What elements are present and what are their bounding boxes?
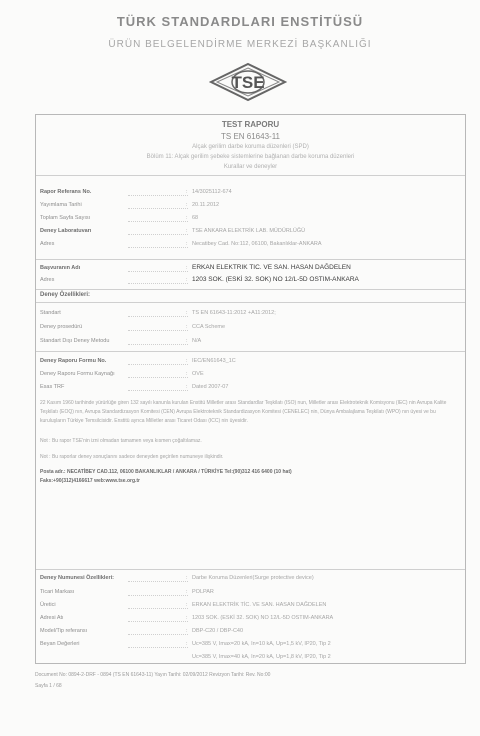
report-title: TEST RAPORU — [221, 120, 280, 129]
applicant-label: Başvuranın Adı — [40, 265, 81, 271]
colon: : — [186, 338, 188, 344]
colon: : — [186, 202, 188, 208]
colon: : — [186, 215, 188, 221]
sample-field-row — [36, 652, 465, 663]
report-line-1: Alçak gerilim darbe koruma düzenleri (SPD) — [192, 144, 309, 150]
sample-field-row — [36, 626, 465, 637]
colon: : — [186, 602, 188, 608]
spec-field-row — [36, 308, 465, 319]
spec-field-value: N/A — [192, 338, 202, 344]
report-frame — [35, 114, 466, 664]
tse-logo-icon — [209, 62, 287, 102]
dot-leader — [128, 608, 188, 609]
dot-leader — [128, 283, 188, 284]
colon: : — [186, 277, 188, 283]
report-field-label: Adres — [40, 241, 55, 247]
applicant-row — [36, 263, 465, 274]
paragraph-postal-address: Posta adr.: NECATİBEY CAD.112, 06100 BAKANLIKLAR / ANKARA / TÜRKİYE Tel:(90)312 416 6400 (10 hat) — [40, 469, 292, 475]
sample-field-value: Uc=385 V, Imax=20 kA, In=10 kA, Up=1,5 kV, IP20, Tip 2 — [192, 641, 331, 647]
form-field-row — [36, 369, 465, 380]
spec-field-label: Deney prosedürü — [40, 324, 83, 330]
form-field-value: IEC/EN61643_1C — [192, 358, 236, 364]
dot-leader — [128, 390, 188, 391]
form-field-label: Deney Raporu Formu No. — [40, 358, 107, 364]
sample-field-value: DBP-C20 / DBP-C40 — [192, 628, 244, 634]
colon: : — [186, 615, 188, 621]
spec-field-row — [36, 336, 465, 347]
report-field-value: 14/3025112-674 — [192, 189, 232, 195]
sample-field-label: Üretici — [40, 602, 56, 608]
colon: : — [186, 310, 188, 316]
report-standard: TS EN 61643-11 — [221, 132, 280, 141]
dot-leader — [128, 634, 188, 635]
spec-field-label: Standart Dışı Deney Metodu — [40, 338, 110, 344]
form-field-row — [36, 382, 465, 393]
report-line-2: Bölüm 11: Alçak gerilim şebeke sistemlerine bağlanan darbe koruma düzenleri — [146, 154, 355, 160]
report-field-row — [36, 239, 465, 250]
dot-leader — [128, 208, 188, 209]
applicant-address-row — [36, 275, 465, 286]
sample-field-label: Ticari Markası — [40, 589, 75, 595]
dot-leader — [128, 316, 188, 317]
spec-field-value: CCA Scheme — [192, 324, 226, 330]
dot-leader — [128, 595, 188, 596]
applicant-address-label: Adres — [40, 277, 55, 283]
sample-field-value: 1203 SOK. (ESKİ 32. SOK) NO 12/L-5D OSTIM-ANKARA — [192, 615, 334, 621]
sample-field-row — [36, 613, 465, 624]
divider — [36, 351, 465, 352]
sample-field-value: Uc=385 V, Imax=40 kA, In=20 kA, Up=1,8 kV, IP20, Tip 2 — [192, 654, 331, 660]
footer-document-info: Document No: 0894-2-DRF - 0894 (TS EN 61643-11) Yayın Tarihi: 02/09/2012 Revizyon Tarihi: Rev. No:00 — [35, 672, 271, 678]
form-field-label: Esas TRF — [40, 384, 65, 390]
dot-leader — [128, 247, 188, 248]
sample-field-label: Beyan Değerleri — [40, 641, 80, 647]
dot-leader — [128, 330, 188, 331]
org-subtitle: ÜRÜN BELGELENDİRME MERKEZİ BAŞKANLIĞI — [108, 39, 372, 50]
dot-leader — [128, 581, 188, 582]
form-field-value: Dated 2007-07 — [192, 384, 229, 390]
dot-leader — [128, 621, 188, 622]
org-title: TÜRK STANDARDLARI ENSTİTÜSÜ — [116, 14, 364, 29]
divider — [36, 302, 465, 303]
sample-field-row — [36, 587, 465, 598]
dot-leader — [128, 647, 188, 648]
paragraph-fax-web: Faks:+90(312)4166617 web:www.tse.org.tr — [40, 478, 140, 484]
sample-field-label: Model/Tip referansı — [40, 628, 88, 634]
dot-leader — [128, 344, 188, 345]
report-field-value: 68 — [192, 215, 199, 221]
divider — [36, 175, 465, 176]
spec-field-label: Standart — [40, 310, 61, 316]
spec-field-row — [36, 322, 465, 333]
report-field-row — [36, 213, 465, 224]
sample-field-value: ERKAN ELEKTRİK TİC. VE SAN. HASAN DAĞDELEN — [192, 602, 327, 608]
dot-leader — [128, 377, 188, 378]
sample-field-label: Adresi Atı — [40, 615, 64, 621]
applicant-address: 1203 SOK. (ESKİ 32. SOK) NO 12/L-5D OSTIM-ANKARA — [192, 276, 359, 283]
footer-page-number: Sayfa 1 / 68 — [35, 683, 62, 689]
report-field-row — [36, 226, 465, 237]
report-field-label: Toplam Sayfa Sayısı — [40, 215, 91, 221]
colon: : — [186, 189, 188, 195]
colon: : — [186, 641, 188, 647]
divider — [36, 569, 465, 570]
colon: : — [186, 228, 188, 234]
colon: : — [186, 384, 188, 390]
report-field-label: Rapor Referans No. — [40, 189, 92, 195]
report-field-value: 20.11.2012 — [192, 202, 220, 208]
report-field-label: Deney Laboratuvarı — [40, 228, 92, 234]
paragraph-copy-note: Not : Bu rapor TSE'nin izni olmadan tamamen veya kısmen çoğaltılamaz. — [40, 438, 202, 444]
colon: : — [186, 265, 188, 271]
sample-field-row — [36, 600, 465, 611]
colon: : — [186, 241, 188, 247]
sample-title: Deney Numunesi Özellikleri: — [40, 575, 114, 581]
colon: : — [186, 358, 188, 364]
report-field-value: TSE ANKARA ELEKTRİK LAB. MÜDÜRLÜĞÜ — [192, 228, 306, 234]
test-spec-title: Deney Özellikleri: — [40, 292, 91, 298]
sample-field-row — [36, 639, 465, 650]
report-field-row — [36, 187, 465, 198]
sample-field-value: POLPAR — [192, 589, 214, 595]
dot-leader — [128, 364, 188, 365]
spec-field-value: TS EN 61643-11:2012 +A11:2012; — [192, 310, 276, 316]
form-field-label: Deney Raporu Formu Kaynağı — [40, 371, 115, 377]
paragraph-membership: 22 Kasım 1960 tarihinde yürürlüğe giren 132 sayılı kanunla kurulan Enstitü Milletler arası Standardlar Teşkilatı (ISO) nun, Milletler arası Elektroteknik Komisyonu (IEC) nin Avrupa Kalite Teşkilatı (EOQ) nın, Avrupa Standardizasyon Komitesi (CEN) Avrupa Elektroteknik Standardizasyon Komitesi (CENELEC) nin, Dünya Ambalajlama Teşkilatı (WPO) nın üyesi ve bu kuruluşların Türkiye Temsilcisidir. Enstitü ayrıca Milletler arası Ticaret Odası (ICC) nin üyesidir. — [40, 400, 447, 424]
sample-title-value: Darbe Koruma Düzenleri(Surge protective device) — [192, 575, 314, 581]
divider — [36, 289, 465, 290]
dot-leader — [128, 271, 188, 272]
dot-leader — [128, 195, 188, 196]
dot-leader — [128, 221, 188, 222]
sample-title-row — [36, 573, 465, 584]
report-field-value: Necatibey Cad. No:112, 06100, Bakanlıklar-ANKARA — [192, 241, 322, 247]
colon: : — [186, 575, 188, 581]
dot-leader — [128, 234, 188, 235]
paragraph-sample-note: Not : Bu raporlar deney sonuçlarını sadece deneyden geçirilen numuneye ilişkindir. — [40, 454, 224, 460]
colon: : — [186, 324, 188, 330]
colon: : — [186, 628, 188, 634]
colon: : — [186, 589, 188, 595]
form-field-row — [36, 356, 465, 367]
logo-text: TSE — [231, 73, 265, 92]
colon: : — [186, 371, 188, 377]
report-field-label: Yayımlama Tarihi — [40, 202, 82, 208]
report-field-row — [36, 200, 465, 211]
divider — [36, 259, 465, 260]
report-line-3: Kurallar ve deneyler — [223, 164, 278, 170]
applicant-name: ERKAN ELEKTRIK TIC. VE SAN. HASAN DAĞDELEN — [192, 264, 351, 271]
form-field-value: OVE — [192, 371, 204, 377]
